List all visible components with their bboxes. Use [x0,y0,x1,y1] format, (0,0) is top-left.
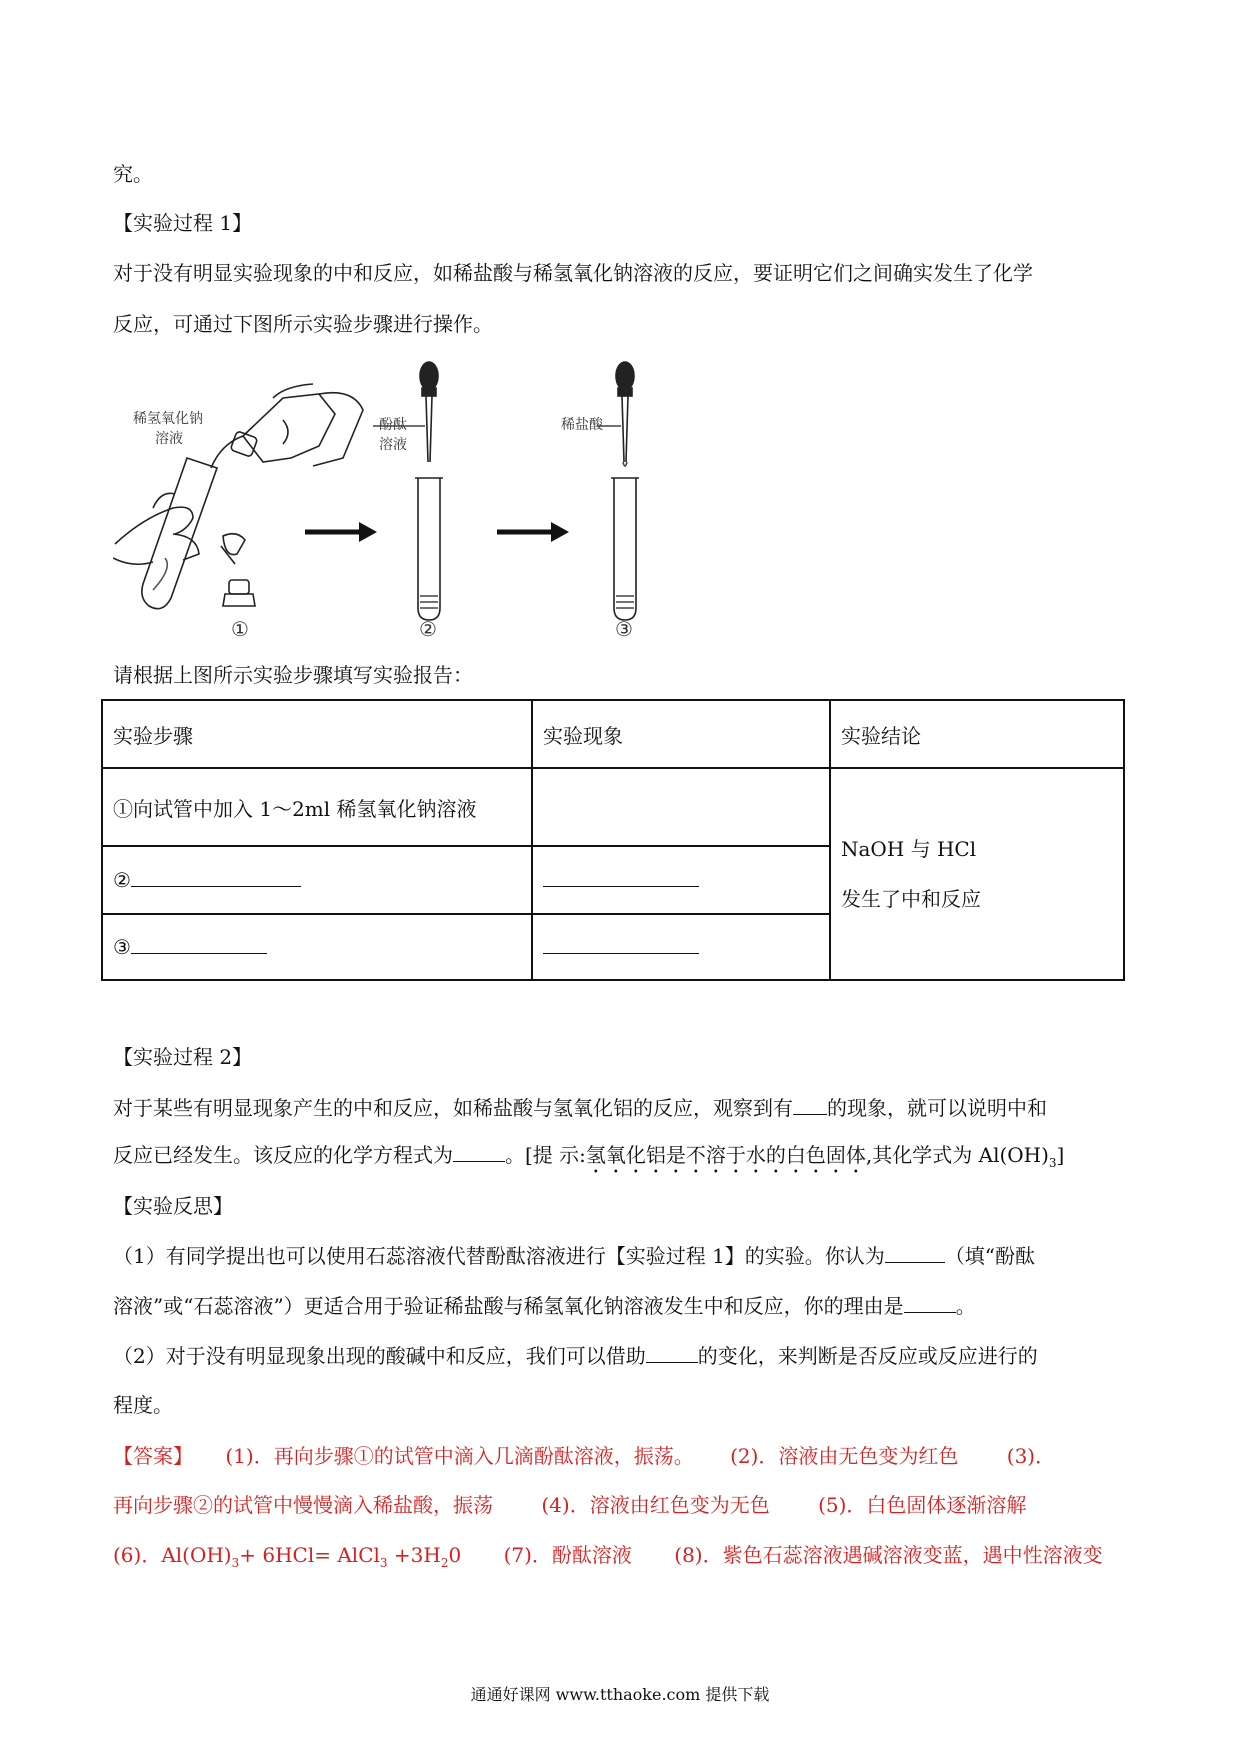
experiment-report-table [101,699,1125,981]
header-step: 实验步骤 [102,700,532,768]
text-span: (6)．Al(OH) [113,1543,232,1567]
text-span: 溶液”或“石蕊溶液”）更适合用于验证稀盐酸与稀氢氧化钠溶液发生中和反应，你的理由是 [113,1294,904,1318]
step-number-3: ③ [615,617,633,641]
text-span: 。[提 示: [505,1143,586,1167]
subscript: 3 [1048,1156,1057,1170]
answer-blank [904,1294,956,1313]
label-naoh-line2: 溶液 [155,431,183,447]
arrow-1 [305,522,377,542]
dropper-tube-2 [373,362,443,620]
answer-item: (2)．溶液由无色变为红色 [730,1444,959,1468]
section-heading: 【实验过程 1】 [113,211,253,235]
experiment-illustration [113,358,713,648]
answer-item: (3)． [1006,1444,1056,1468]
phenomenon-cell-1 [532,768,830,846]
answer-blank [793,1096,827,1115]
subscript: 3 [231,1556,240,1570]
text-line [113,1344,1038,1368]
label-naoh-line1: 稀氢氧化钠 [133,411,203,427]
answer-line [113,1444,1055,1468]
text-line: 请根据上图所示实验步骤填写实验报告： [113,663,473,687]
stopper-illustration [223,580,255,606]
text-line: 反应，可通过下图所示实验步骤进行操作。 [113,312,493,336]
text-line [113,1096,1047,1120]
phenomenon-cell-3 [532,914,830,980]
text-span: 。 [955,1294,976,1318]
answer-blank [543,935,699,954]
answer-line [113,1543,1103,1570]
answer-blank [885,1244,945,1263]
step-2-label: ② [113,868,131,892]
step-cell-3 [102,914,532,980]
step-3-label: ③ [113,935,131,959]
answer-blank [646,1344,698,1363]
page-footer: 通通好课网 www.tthaoke.com 提供下载 [470,1685,770,1704]
text-span: + 6HCl= AlCl [239,1543,380,1567]
text-span: （填“酚酞 [944,1244,1036,1268]
answer-equation [113,1543,462,1570]
emphasized-text: 氢氧化铝是不溶于水的白色固体 [585,1143,866,1167]
table-header-row [102,700,1124,768]
answer-item: (7)．酚酞溶液 [503,1543,632,1567]
experiment-figure [113,358,713,648]
text-line [113,1143,1064,1178]
text-span: （2）对于没有明显现象出现的酸碱中和反应，我们可以借助 [113,1344,646,1368]
label-phenolphthalein-line1: 酚酞 [379,417,407,433]
text-line [113,1244,1035,1268]
answer-item: (4)．溶液由红色变为无色 [541,1493,770,1517]
text-span: ] [1056,1143,1065,1167]
text-span: ,其化学式为 Al(OH) [865,1143,1049,1167]
answer-item: 再向步骤②的试管中慢慢滴入稀盐酸，振荡 [113,1493,493,1517]
dropper-tube-3 [597,362,639,620]
section-heading: 【实验过程 2】 [113,1045,253,1069]
text-line: 究。 [113,162,153,186]
text-span: （1）有同学提出也可以使用石蕊溶液代替酚酞溶液进行【实验过程 1】的实验。你认为 [113,1244,885,1268]
conclusion-line-1: NaOH 与 HCl [841,837,977,861]
table-row [102,768,1124,846]
answer-line [113,1493,1026,1517]
phenomenon-cell-2 [532,846,830,914]
text-line: 程度。 [113,1393,173,1417]
header-conclusion: 实验结论 [830,700,1124,768]
answer-item: (8)．紫色石蕊溶液遇碱溶液变蓝，遇中性溶液变 [674,1543,1103,1567]
subscript: 2 [440,1556,449,1570]
text-span: 的变化，来判断是否反应或反应进行的 [697,1344,1038,1368]
text-span: +3H [387,1543,441,1567]
answer-blank [131,935,267,954]
answer-blank [131,868,301,887]
step-number-2: ② [419,617,437,641]
label-hcl: 稀盐酸 [561,417,603,433]
answer-item: (5)．白色固体逐渐溶解 [818,1493,1027,1517]
text-span: 0 [448,1543,462,1567]
text-span: 对于某些有明显现象产生的中和反应，如稀盐酸与氢氧化铝的反应，观察到有 [113,1096,793,1120]
arrow-2 [497,522,569,542]
answer-item: (1)．再向步骤①的试管中滴入几滴酚酞溶液，振荡。 [225,1444,694,1468]
text-span: 反应已经发生。该反应的化学方程式为 [113,1143,453,1167]
conclusion-cell [830,768,1124,980]
answer-label: 【答案】 [113,1444,193,1468]
answer-blank [453,1143,505,1162]
step-number-1: ① [231,617,249,641]
step-cell-2 [102,846,532,914]
header-phenomenon: 实验现象 [532,700,830,768]
section-heading: 【实验反思】 [113,1194,233,1218]
step-cell-1: ①向试管中加入 1～2ml 稀氢氧化钠溶液 [102,768,532,846]
label-phenolphthalein-line2: 溶液 [379,437,407,453]
conclusion-line-2: 发生了中和反应 [841,887,981,911]
text-line [113,1294,976,1318]
text-line: 对于没有明显实验现象的中和反应，如稀盐酸与稀氢氧化钠溶液的反应，要证明它们之间确实发生了化学 [113,261,1033,285]
text-span: 的现象，就可以说明中和 [827,1096,1047,1120]
subscript: 3 [379,1556,388,1570]
answer-blank [543,868,699,887]
